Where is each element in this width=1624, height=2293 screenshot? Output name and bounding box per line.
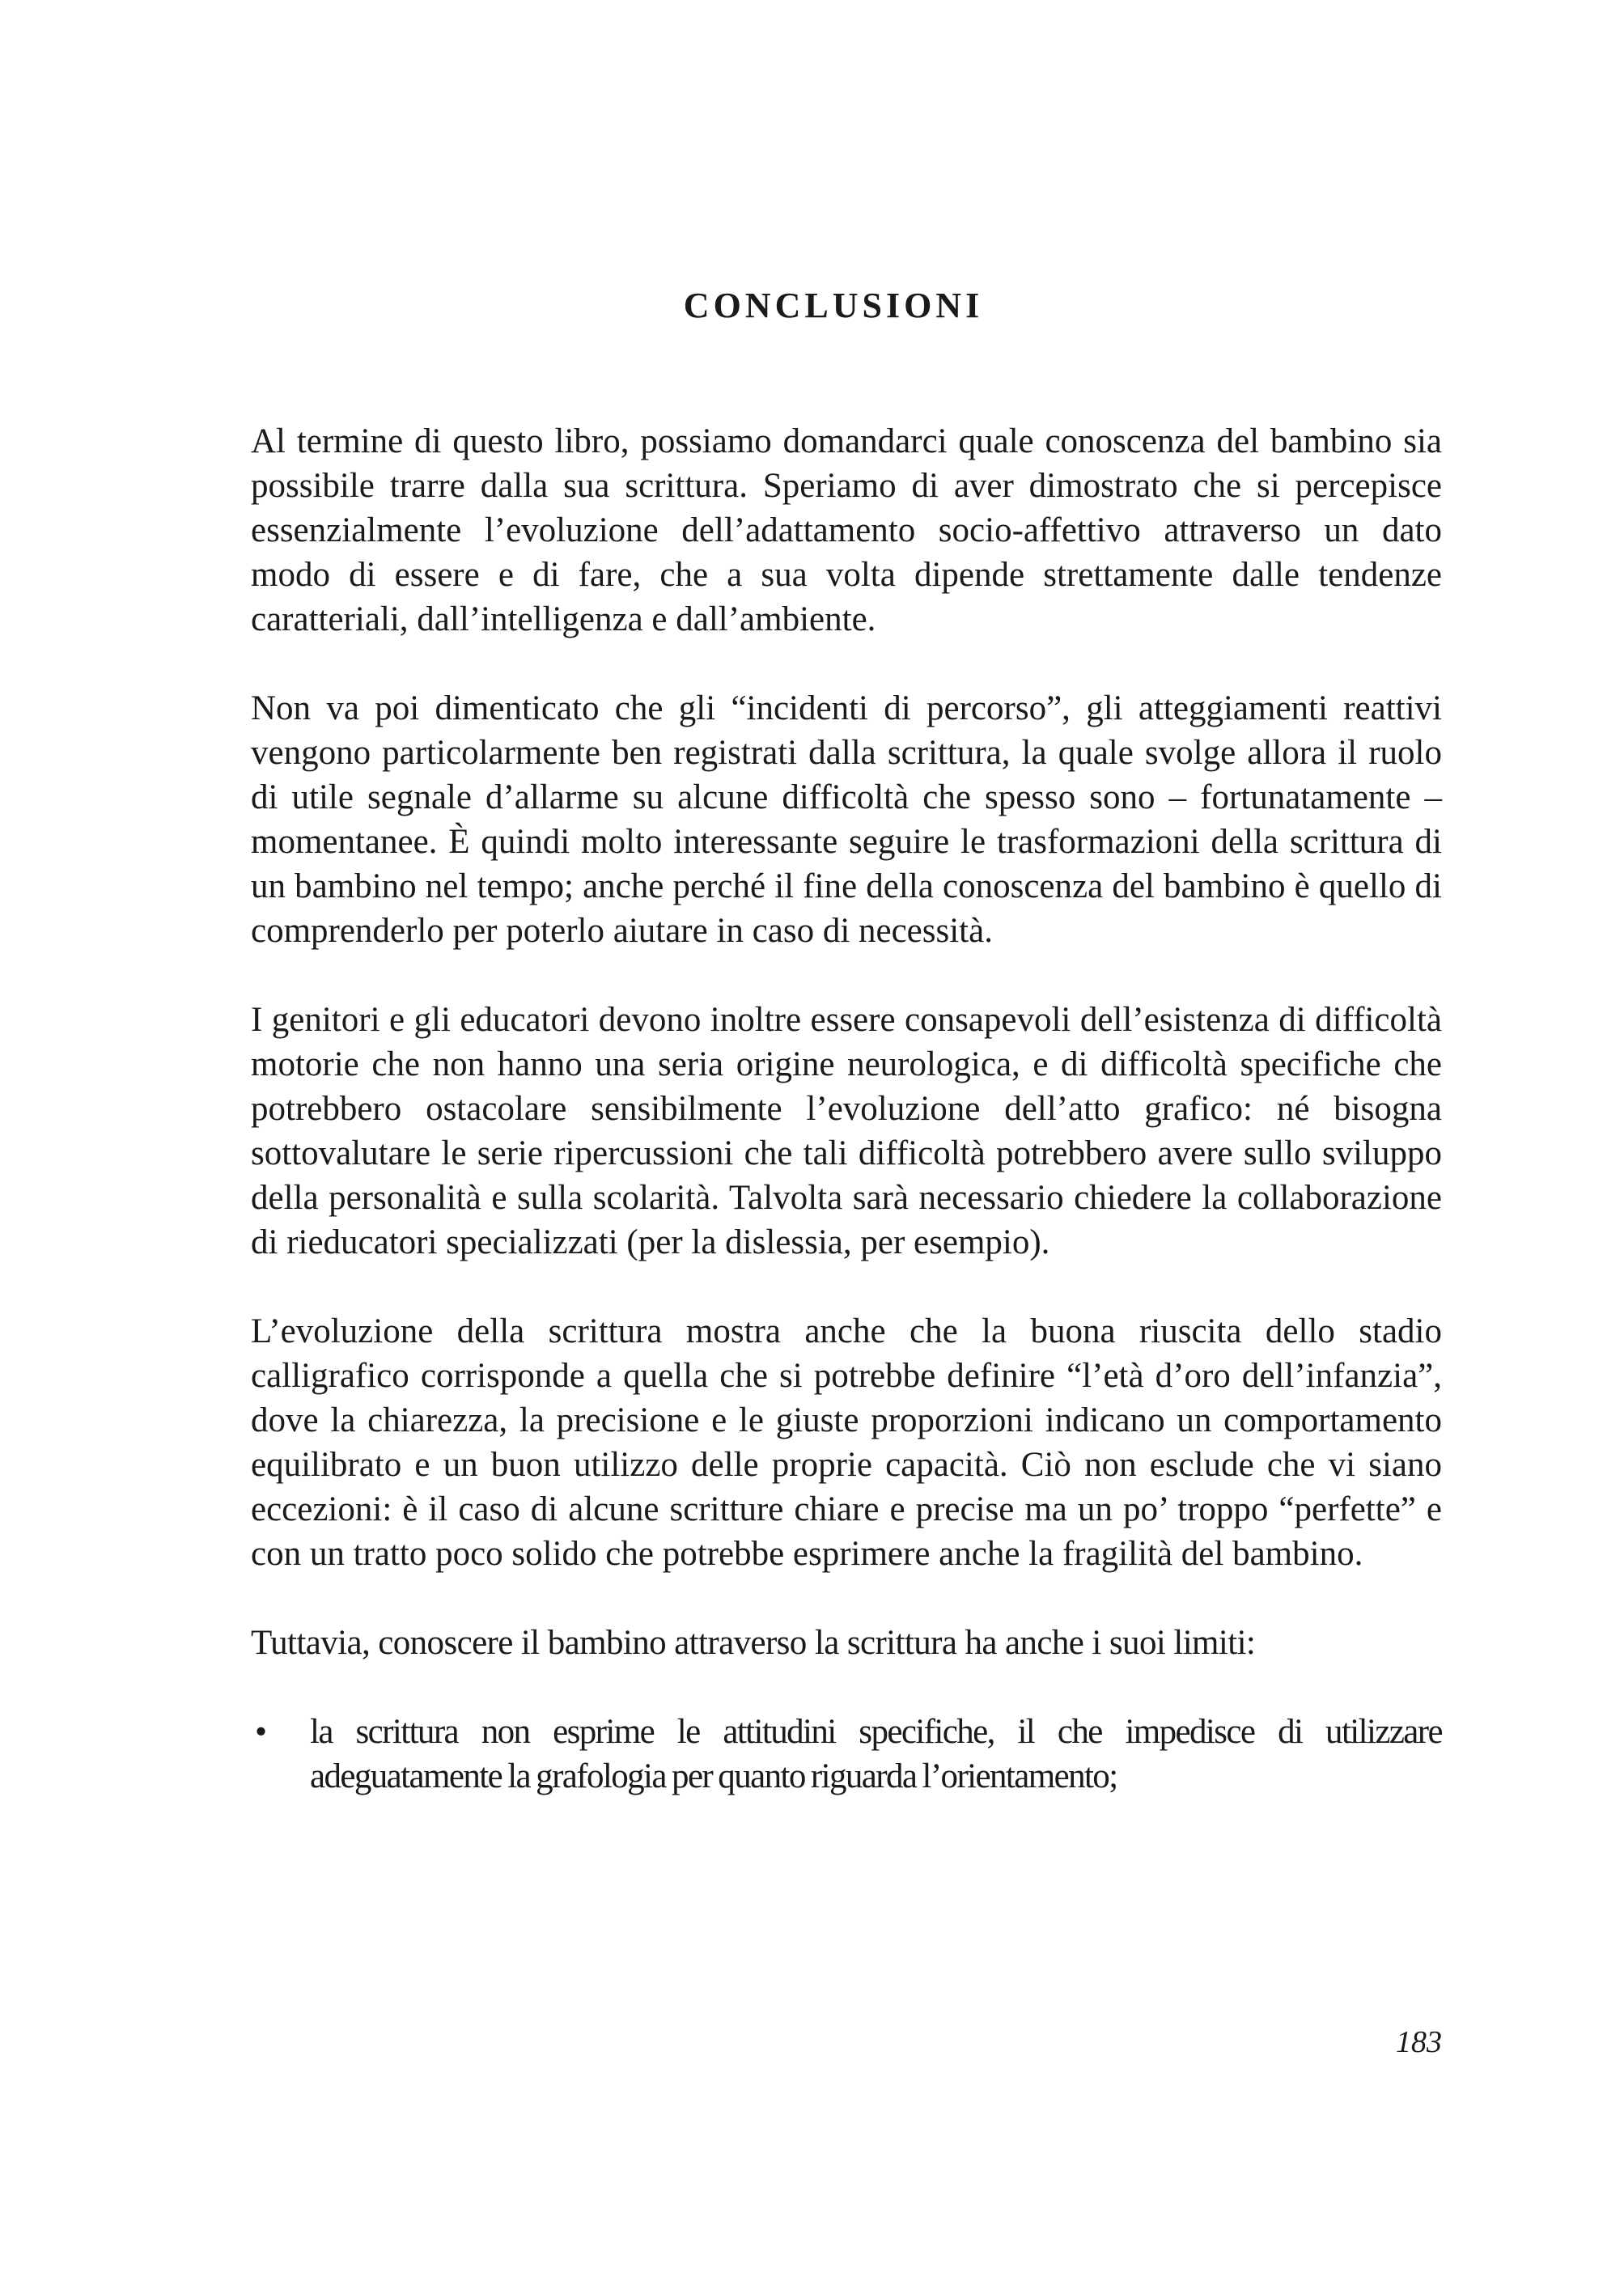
list-item <box>251 1710 1442 1799</box>
paragraph-4: L’evoluzione della scrittura mostra anche che la buona riuscita dello stadio calligrafico corrisponde a quella che si potrebbe definire “l’età d’oro dell’infanzia”, dove la chiarezza, la precisione e le giuste proporzioni indicano un comportamento equilibrato e un buon utilizzo delle proprie capacità. Ciò non esclude che vi siano eccezioni: è il caso di alcune scritture chiare e precise ma un po’ troppo “perfette” e con un tratto poco solido che potrebbe esprimere anche la fragilità del bambino. <box>251 1312 1442 1573</box>
paragraph-5: Tuttavia, conoscere il bambino attraverso la scrittura ha anche i suoi limiti: <box>251 1624 1256 1662</box>
chapter-title: CONCLUSIONI <box>683 286 984 325</box>
page-number: 183 <box>1396 2025 1442 2059</box>
paragraph-2: Non va poi dimenticato che gli “incidenti di percorso”, gli atteggiamenti reattivi vengono particolarmente ben registrati dalla scrittura, la quale svolge allora il ruolo di utile segnale d’allarme su alcune difficoltà che spesso sono – fortunatamente – momentanee. È quindi molto interessante seguire le trasformazioni della scrittura di un bambino nel tempo; anche perché il fine della conoscenza del bambino è quello di comprenderlo per poterlo aiutare in caso di necessità. <box>251 689 1442 950</box>
limits-list <box>251 1710 1442 1799</box>
chapter-body <box>251 419 1442 1799</box>
bullet-icon: • <box>255 1713 268 1751</box>
list-item-text: la scrittura non esprime le attitudini specifiche, il che impedisce di utilizzare adeguatamente la grafologia per quanto riguarda l’orientamento; <box>310 1713 1442 1795</box>
paragraph-3: I genitori e gli educatori devono inoltre essere consapevoli dell’esistenza di difficoltà motorie che non hanno una seria origine neurologica, e di difficoltà specifiche che potrebbero ostacolare sensibilmente l’evoluzione dell’atto grafico: né bisogna sottovalutare le serie ripercussioni che tali difficoltà potrebbero avere sullo sviluppo della personalità e sulla scolarità. Talvolta sarà necessario chiedere la collaborazione di rieducatori specializzati (per la dislessia, per esempio). <box>251 1001 1442 1261</box>
paragraph-1: Al termine di questo libro, possiamo domandarci quale conoscenza del bambino sia possibile trarre dalla sua scrittura. Speriamo di aver dimostrato che si percepisce essenzialmente l’evoluzione dell’adattamento socio-affettivo attraverso un dato modo di essere e di fare, che a sua volta dipende strettamente dalle tendenze caratteriali, dall’intelligenza e dall’ambiente. <box>251 422 1442 638</box>
